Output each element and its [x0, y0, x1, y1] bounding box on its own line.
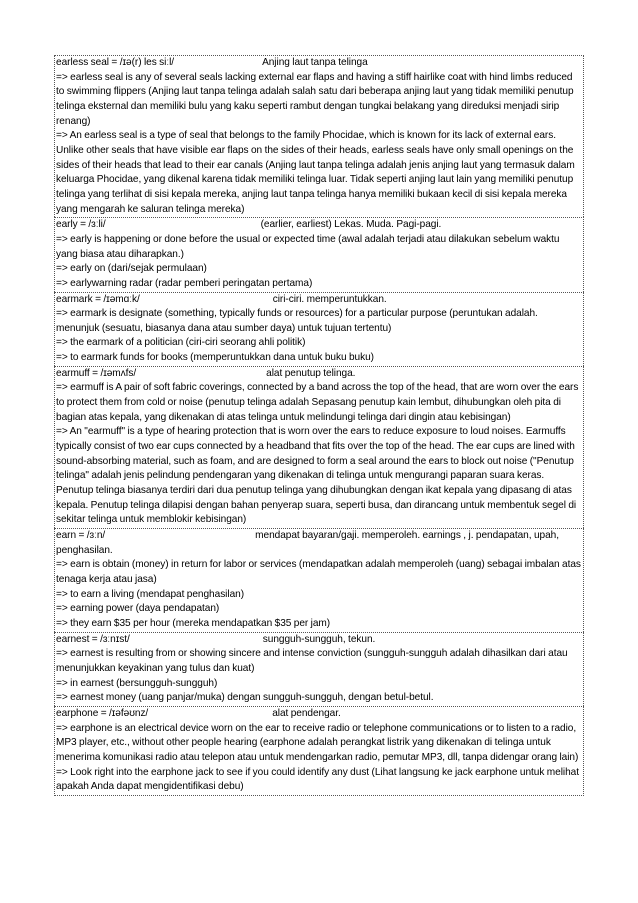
entry-headline [56, 367, 582, 382]
entry-meaning: ciri-ciri. memperuntukkan. [272, 293, 387, 305]
dictionary-document [54, 55, 584, 796]
entry-earless-seal [54, 55, 584, 217]
entry-word: earless seal = /ɪə(r) les siːl/ [56, 57, 175, 68]
entry-word: earmark = /ɪəmɑːk/ [56, 293, 140, 305]
entry-definition: => earphone is an electrical device worn on the ear to receive radio or telephone communications or to listen to a radio, MP3 player, etc., without other people hearing (earphone adalah perangkat listrik yang dikenakan di telinga untuk menerima komunikasi radio atau telepon atau untuk mendengarkan radio, pemutar MP3, dll, tanpa didengar orang lain) [56, 722, 579, 763]
entry-earphone [54, 706, 584, 796]
entry-word: earphone = /ɪəfəʊnz/ [56, 707, 149, 719]
entry-word: earn = /ɜːn/ [56, 530, 106, 541]
entry-definition: => earlywarning radar (radar pemberi peringatan pertama) [56, 277, 313, 289]
entry-meaning: alat pendengar. [272, 707, 341, 719]
entry-headline [56, 707, 582, 722]
entry-meaning: sungguh-sungguh, tekun. [262, 633, 376, 645]
entry-definition: => earmuff is A pair of soft fabric coverings, connected by a band across the top of the head, that are worn over the ears to protect them from cold or noise (penutup telinga adalah Sepasang penutup kain lembut, dihubungkan oleh pita di bagian atas kepala, yang dikenakan di atas telinga untuk melindungi telinga dari dingin atau kebisingan) [56, 382, 579, 423]
entry-definition: => to earn a living (mendapat penghasilan) [56, 588, 245, 600]
entry-earmuff [54, 366, 584, 528]
entry-definition: => Look right into the earphone jack to see if you could identify any dust (Lihat langsung ke jack earphone untuk melihat apakah Anda dapat mengidentifikasi debu) [56, 766, 579, 793]
entry-definition: => earnest money (uang panjar/muka) dengan sungguh-sungguh, dengan betul-betul. [56, 692, 434, 704]
entry-headline [56, 529, 582, 558]
entry-meaning: Anjing laut tanpa telinga [262, 57, 368, 68]
entry-headline [56, 218, 582, 233]
entry-definition: => earn is obtain (money) in return for labor or services (mendapatkan adalah memperoleh (uang) sebagai imbalan atas tenaga kerja atau jasa) [56, 559, 581, 585]
entry-word: early = /ɜːli/ [56, 219, 106, 231]
entry-word: earnest = /ɜːnɪst/ [56, 633, 130, 645]
entry-definition: => they earn $35 per hour (mereka mendapatkan $35 per jam) [56, 617, 331, 629]
entry-headline [56, 56, 582, 71]
entry-headline [56, 293, 582, 308]
entry-definition: => early on (dari/sejak permulaan) [56, 263, 207, 275]
entry-definition: => the earmark of a politician (ciri-ciri seorang ahli politik) [56, 337, 306, 349]
entry-definition: => earless seal is any of several seals lacking external ear flaps and having a stiff hairlike coat with hind limbs reduced to swimming flippers (Anjing laut tanpa telinga adalah salah satu dari beberapa anjing laut yang tidak memiliki penutup telinga eksternal dan memiliki bulu yang kaku seperti rambut dengan tungkai belakang yang direduksi menjadi sirip renang) [56, 71, 574, 127]
entry-meaning: (earlier, earliest) Lekas. Muda. Pagi-pagi. [260, 219, 442, 231]
entry-meaning: mendapat bayaran/gaji. memperoleh. earnings , j. pendapatan, upah, penghasilan. [56, 530, 559, 556]
entry-definition: => earning power (daya pendapatan) [56, 603, 220, 615]
entry-definition: => earnest is resulting from or showing sincere and intense conviction (sungguh-sungguh adalah dihasilkan dari atau menunjukkan keyakinan yang tulus dan kuat) [56, 648, 568, 674]
entry-definition: => An earless seal is a type of seal that belongs to the family Phocidae, which is known for its lack of external ears. Unlike other seals that have visible ear flaps on the sides of their heads, earless seals have only small openings on the sides of their heads that lead to their ear canals (Anjing laut tanpa telinga adalah jenis anjing laut yang termasuk dalam keluarga Phocidae, yang dikenal karena tidak memiliki telinga luar. Tidak seperti anjing laut lain yang memiliki penutup telinga yang terlihat di sisi kepala mereka, anjing laut tanpa telinga hanya memiliki bukaan kecil di sisi kepala mereka yang mengarah ke saluran telinga mereka) [56, 130, 575, 215]
entry-earmark [54, 292, 584, 366]
entry-definition: => earmark is designate (something, typically funds or resources) for a particular purpose (peruntukan adalah. menunjuk (sesuatu, biasanya dana atau sumber daya) untuk tujuan tertentu) [56, 308, 538, 334]
entry-headline [56, 633, 582, 648]
entry-definition: => early is happening or done before the usual or expected time (awal adalah terjadi atau dilakukan sebelum waktu yang biasa atau diharapkan.) [56, 233, 560, 260]
entry-definition: => to earmark funds for books (memperuntukkan dana untuk buku buku) [56, 352, 374, 364]
entry-definition: => An "earmuff" is a type of hearing protection that is worn over the ears to reduce exposure to loud noises. Earmuffs typically consist of two ear cups connected by a headband that fits over the top of the head. The ear cups are lined with sound-absorbing material, such as foam, and are designed to form a seal around the ears to block out noise ("Penutup telinga" adalah jenis pelindung pendengaran yang dikenakan di telinga untuk mengurangi paparan suara keras. Penutup telinga biasanya terdiri dari dua penutup telinga yang dihubungkan dengan ikat kepala yang dipasang di atas kepala. Penutup telinga dilapisi dengan bahan penyerap suara, seperti busa, dan dirancang untuk membentuk segel di sekitar telinga untuk memblokir kebisingan) [56, 426, 577, 526]
entry-earnest [54, 632, 584, 706]
entry-meaning: alat penutup telinga. [266, 367, 356, 379]
entry-earn [54, 528, 584, 632]
entry-word: earmuff = /ɪəmʌfs/ [56, 367, 137, 379]
entry-definition: => in earnest (bersungguh-sungguh) [56, 677, 218, 689]
entry-early [54, 217, 584, 291]
